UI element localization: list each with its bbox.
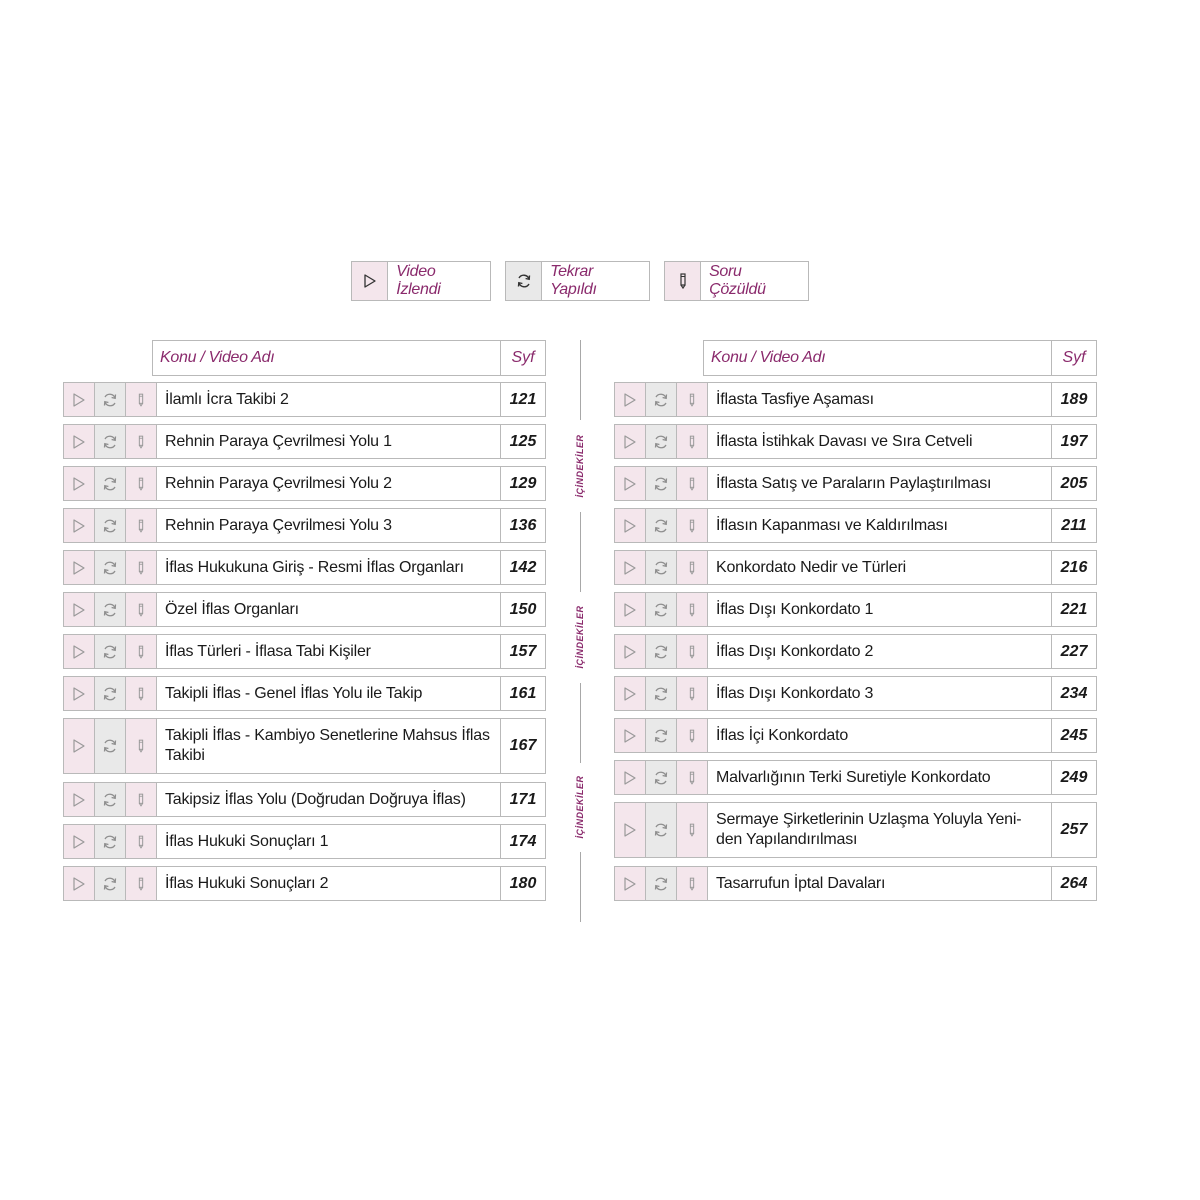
repeat-done-checkbox[interactable] [95,551,126,584]
row-page: 167 [509,737,537,754]
table-rows [614,382,1097,901]
pencil-icon [136,834,146,850]
repeat-done-checkbox[interactable] [646,677,677,710]
header-page: Syf [511,349,535,366]
table-row [63,382,546,417]
pencil-icon [687,602,697,618]
question-solved-checkbox[interactable] [126,425,157,458]
refresh-icon [101,517,119,535]
table-row [614,802,1097,858]
row-title: Sermaye Şirketlerinin Uzlaşma Yoluyla Yeni-den Yapılandırılması [708,803,1052,857]
table-row [63,676,546,711]
play-icon [71,738,87,754]
pencil-icon [136,518,146,534]
video-watched-checkbox[interactable] [615,509,646,542]
table-row [63,466,546,501]
video-watched-checkbox[interactable] [615,761,646,794]
legend-repeat-label: Tekrar Yapıldı [550,263,597,298]
video-watched-checkbox[interactable] [64,867,95,900]
play-icon [622,644,638,660]
repeat-done-checkbox[interactable] [646,761,677,794]
center-divider [580,340,581,420]
video-watched-checkbox[interactable] [64,783,95,816]
repeat-done-checkbox[interactable] [646,635,677,668]
row-page: 180 [509,874,537,892]
row-title: İflasta Tasfiye Aşaması [708,383,1052,416]
row-page: 189 [1060,390,1088,408]
video-watched-checkbox[interactable] [64,467,95,500]
refresh-icon [101,643,119,661]
row-title: Rehnin Paraya Çevrilmesi Yolu 2 [157,467,501,500]
play-icon [622,770,638,786]
row-title: İflas Türleri - İflasa Tabi Kişiler [157,635,501,668]
repeat-done-checkbox[interactable] [646,551,677,584]
question-solved-checkbox[interactable] [126,783,157,816]
table-header [703,340,1097,376]
repeat-done-checkbox[interactable] [646,803,677,857]
refresh-icon [652,475,670,493]
row-page: 157 [509,642,537,660]
pencil-icon [687,728,697,744]
row-page: 136 [509,516,537,534]
video-watched-checkbox[interactable] [615,803,646,857]
video-watched-checkbox[interactable] [64,719,95,773]
video-watched-checkbox[interactable] [615,593,646,626]
legend-question-solved [664,261,809,301]
repeat-done-checkbox[interactable] [95,425,126,458]
video-watched-checkbox[interactable] [64,593,95,626]
pencil-icon [687,518,697,534]
video-watched-checkbox[interactable] [64,635,95,668]
question-solved-checkbox[interactable] [126,509,157,542]
play-icon [622,602,638,618]
repeat-done-checkbox[interactable] [646,719,677,752]
repeat-done-checkbox[interactable] [646,467,677,500]
repeat-done-checkbox[interactable] [95,509,126,542]
video-watched-checkbox[interactable] [64,677,95,710]
row-page: 216 [1060,558,1088,576]
question-solved-checkbox[interactable] [677,593,708,626]
refresh-icon [101,791,119,809]
row-title: İflas İçi Konkordato [708,719,1052,752]
repeat-done-checkbox[interactable] [646,509,677,542]
play-icon [622,728,638,744]
row-page: 121 [509,390,537,408]
question-solved-checkbox[interactable] [677,761,708,794]
question-solved-checkbox[interactable] [677,677,708,710]
toc-table-right [614,340,1097,908]
table-row [614,760,1097,795]
legend-repeat-done [505,261,650,301]
pencil-icon [136,560,146,576]
refresh-icon [652,685,670,703]
row-page: 234 [1060,684,1088,702]
center-divider [580,683,581,763]
question-solved-checkbox[interactable] [126,467,157,500]
repeat-done-checkbox[interactable] [646,593,677,626]
row-title: Özel İflas Organları [157,593,501,626]
play-icon [71,392,87,408]
play-icon [71,434,87,450]
repeat-done-checkbox[interactable] [95,467,126,500]
pencil-icon [687,392,697,408]
row-title: İlamlı İcra Takibi 2 [157,383,501,416]
table-row [63,508,546,543]
row-page: 249 [1060,768,1088,786]
pencil-icon [687,770,697,786]
question-solved-checkbox[interactable] [126,719,157,773]
refresh-icon [652,875,670,893]
row-page: 174 [509,832,537,850]
repeat-done-checkbox[interactable] [95,783,126,816]
row-page: 150 [509,600,537,618]
row-page: 142 [509,558,537,576]
play-icon [71,834,87,850]
play-icon [622,434,638,450]
row-title: İflas Dışı Konkordato 1 [708,593,1052,626]
pencil-icon [136,602,146,618]
refresh-icon [101,391,119,409]
table-row [614,592,1097,627]
pencil-icon [136,392,146,408]
question-solved-checkbox[interactable] [677,425,708,458]
repeat-done-checkbox[interactable] [646,383,677,416]
repeat-done-checkbox[interactable] [646,867,677,900]
legend-video-label: Video İzlendi [396,263,441,298]
play-icon [71,686,87,702]
repeat-done-checkbox[interactable] [95,825,126,858]
video-watched-checkbox[interactable] [615,551,646,584]
refresh-icon [101,433,119,451]
row-page: 129 [509,474,537,492]
refresh-icon [652,433,670,451]
play-icon [622,476,638,492]
row-title: Takipsiz İflas Yolu (Doğrudan Doğruya İflas) [157,783,501,816]
refresh-icon [506,262,542,300]
pencil-icon [136,476,146,492]
play-icon [71,476,87,492]
question-solved-checkbox[interactable] [677,383,708,416]
row-title: Malvarlığının Terki Suretiyle Konkordato [708,761,1052,794]
row-title: İflasta Satış ve Paraların Paylaştırılması [708,467,1052,500]
question-solved-checkbox[interactable] [677,635,708,668]
refresh-icon [652,559,670,577]
pencil-icon [687,560,697,576]
table-row [614,382,1097,417]
video-watched-checkbox[interactable] [615,719,646,752]
play-icon [71,876,87,892]
question-solved-checkbox[interactable] [677,803,708,857]
row-page: 245 [1060,726,1088,744]
row-page: 171 [509,790,537,808]
video-watched-checkbox[interactable] [615,635,646,668]
row-page: 264 [1060,874,1088,892]
video-watched-checkbox[interactable] [615,867,646,900]
table-row [63,824,546,859]
row-title: İflas Hukuki Sonuçları 1 [157,825,501,858]
table-row [614,718,1097,753]
play-icon [622,518,638,534]
pencil-icon [687,876,697,892]
refresh-icon [101,737,119,755]
table-row [614,466,1097,501]
row-page: 221 [1060,600,1088,618]
side-label: İÇİNDEKİLER [575,775,585,839]
video-watched-checkbox[interactable] [64,425,95,458]
row-page: 205 [1060,474,1088,492]
refresh-icon [101,475,119,493]
play-icon [71,560,87,576]
row-page: 161 [509,684,537,702]
repeat-done-checkbox[interactable] [95,635,126,668]
side-label: İÇİNDEKİLER [575,605,585,669]
repeat-done-checkbox[interactable] [95,677,126,710]
repeat-done-checkbox[interactable] [95,867,126,900]
row-title: İflas Hukukuna Giriş - Resmi İflas Organları [157,551,501,584]
question-solved-checkbox[interactable] [126,635,157,668]
pencil-icon [136,792,146,808]
question-solved-checkbox[interactable] [677,467,708,500]
play-icon [71,792,87,808]
table-row [63,424,546,459]
play-icon [622,822,638,838]
row-title: İflas Hukuki Sonuçları 2 [157,867,501,900]
table-row [614,866,1097,901]
pencil-icon [136,686,146,702]
play-icon [71,602,87,618]
refresh-icon [652,391,670,409]
row-title: Konkordato Nedir ve Türleri [708,551,1052,584]
video-watched-checkbox[interactable] [615,677,646,710]
pencil-icon [687,822,697,838]
table-row [614,508,1097,543]
table-row [614,634,1097,669]
table-row [63,718,546,774]
video-watched-checkbox[interactable] [64,551,95,584]
pencil-icon [687,434,697,450]
table-row [63,592,546,627]
question-solved-checkbox[interactable] [126,551,157,584]
repeat-done-checkbox[interactable] [95,593,126,626]
table-row [63,782,546,817]
table-row [614,550,1097,585]
question-solved-checkbox[interactable] [677,867,708,900]
play-icon [622,392,638,408]
refresh-icon [101,685,119,703]
video-watched-checkbox[interactable] [615,425,646,458]
row-page: 125 [509,432,537,450]
video-watched-checkbox[interactable] [615,383,646,416]
video-watched-checkbox[interactable] [64,383,95,416]
legend-video-watched [351,261,491,301]
repeat-done-checkbox[interactable] [646,425,677,458]
header-page: Syf [1062,349,1086,366]
pencil-icon [136,434,146,450]
center-divider [580,852,581,922]
pencil-icon [687,476,697,492]
side-label: İÇİNDEKİLER [575,434,585,498]
row-page: 227 [1060,642,1088,660]
play-icon [352,262,388,300]
row-title: Tasarrufun İptal Davaları [708,867,1052,900]
video-watched-checkbox[interactable] [64,825,95,858]
row-title: Rehnin Paraya Çevrilmesi Yolu 3 [157,509,501,542]
question-solved-checkbox[interactable] [126,593,157,626]
pencil-icon [665,262,701,300]
pencil-icon [136,738,146,754]
play-icon [71,518,87,534]
table-header [152,340,546,376]
row-title: Takipli İflas - Genel İflas Yolu ile Takip [157,677,501,710]
video-watched-checkbox[interactable] [64,509,95,542]
repeat-done-checkbox[interactable] [95,383,126,416]
row-title: Takipli İflas - Kambiyo Senetlerine Mahsus İflas Takibi [157,719,501,773]
question-solved-checkbox[interactable] [126,867,157,900]
question-solved-checkbox[interactable] [677,509,708,542]
center-divider [580,512,581,592]
row-title: İflas Dışı Konkordato 2 [708,635,1052,668]
row-title: İflas Dışı Konkordato 3 [708,677,1052,710]
pencil-icon [136,644,146,660]
question-solved-checkbox[interactable] [677,551,708,584]
table-row [614,676,1097,711]
refresh-icon [652,769,670,787]
play-icon [622,876,638,892]
question-solved-checkbox[interactable] [126,677,157,710]
row-page: 197 [1060,432,1088,450]
row-page: 257 [1060,821,1088,838]
refresh-icon [652,601,670,619]
refresh-icon [652,727,670,745]
question-solved-checkbox[interactable] [126,383,157,416]
row-title: Rehnin Paraya Çevrilmesi Yolu 1 [157,425,501,458]
play-icon [622,686,638,702]
toc-table-left [63,340,546,908]
table-row [63,550,546,585]
table-row [614,424,1097,459]
row-page: 211 [1061,516,1087,534]
pencil-icon [687,644,697,660]
row-title: İflasta İstihkak Davası ve Sıra Cetveli [708,425,1052,458]
legend-solve-label: Soru Çözüldü [709,263,766,298]
video-watched-checkbox[interactable] [615,467,646,500]
refresh-icon [101,559,119,577]
refresh-icon [652,517,670,535]
table-row [63,634,546,669]
row-title: İflasın Kapanması ve Kaldırılması [708,509,1052,542]
header-title: Konu / Video Adı [704,341,1052,375]
pencil-icon [687,686,697,702]
table-rows [63,382,546,901]
refresh-icon [652,821,670,839]
repeat-done-checkbox[interactable] [95,719,126,773]
refresh-icon [101,601,119,619]
table-row [63,866,546,901]
play-icon [71,644,87,660]
refresh-icon [652,643,670,661]
pencil-icon [136,876,146,892]
header-title: Konu / Video Adı [153,341,501,375]
question-solved-checkbox[interactable] [126,825,157,858]
refresh-icon [101,833,119,851]
refresh-icon [101,875,119,893]
play-icon [622,560,638,576]
question-solved-checkbox[interactable] [677,719,708,752]
